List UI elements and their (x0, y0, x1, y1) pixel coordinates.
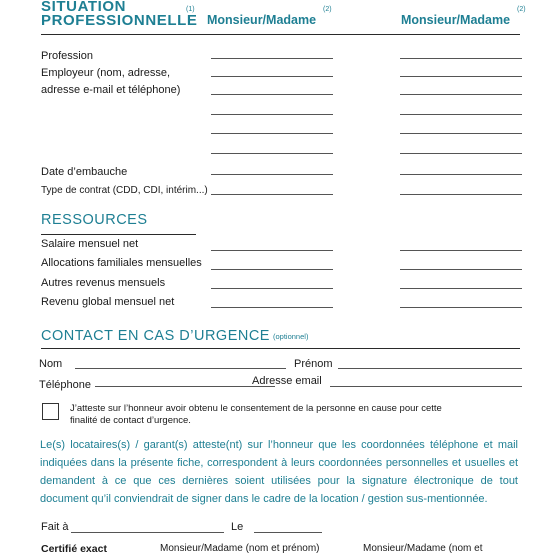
section-title-situation-line2: PROFESSIONNELLE (41, 12, 198, 29)
label-autres-revenus: Autres revenus mensuels (41, 277, 166, 289)
label-le: Le (231, 521, 244, 533)
consent-text-line1: J’atteste sur l’honneur avoir obtenu le consentement de la personne en cause pour cette (70, 403, 442, 414)
field-profession-2[interactable] (400, 58, 522, 59)
label-salaire: Salaire mensuel net (41, 238, 139, 250)
consent-text-line2: finalité de contact d’urgence. (70, 415, 191, 426)
section-title-ressources: RESSOURCES (41, 212, 148, 228)
label-type-contrat: Type de contrat (CDD, CDI, intérim...) (41, 185, 208, 196)
section-rule (41, 348, 520, 349)
field-le[interactable] (254, 532, 322, 533)
field-nom[interactable] (75, 368, 286, 369)
field-employeur-2[interactable] (400, 133, 522, 134)
column-header-2: Monsieur/Madame (401, 13, 511, 27)
field-employeur-2[interactable] (400, 114, 522, 115)
label-fait-a: Fait à (41, 521, 69, 533)
label-telephone: Téléphone (39, 379, 91, 391)
field-employeur-1[interactable] (211, 94, 333, 95)
field-employeur-2[interactable] (400, 153, 522, 154)
optional-note: (optionnel) (273, 332, 309, 341)
field-date-embauche-2[interactable] (400, 174, 522, 175)
section-title-contact: CONTACT EN CAS D’URGENCE (41, 328, 270, 344)
field-type-contrat-2[interactable] (400, 194, 522, 195)
field-adresse-email[interactable] (330, 386, 522, 387)
field-revenu-global-2[interactable] (400, 307, 522, 308)
field-fait-a[interactable] (71, 532, 224, 533)
section-title-situation-line1: SITUATION (41, 0, 127, 15)
field-allocations-2[interactable] (400, 269, 522, 270)
section-rule (41, 34, 520, 35)
field-telephone[interactable] (95, 386, 275, 387)
consent-checkbox[interactable] (42, 403, 59, 420)
label-allocations: Allocations familiales mensuelles (41, 257, 202, 269)
field-revenu-global-1[interactable] (211, 307, 333, 308)
field-type-contrat-1[interactable] (211, 194, 333, 195)
label-signature-1: Monsieur/Madame (nom et prénom) (160, 543, 320, 554)
label-employeur-line2: adresse e-mail et téléphone) (41, 84, 181, 96)
label-employeur-line1: Employeur (nom, adresse, (41, 67, 170, 79)
field-employeur-2[interactable] (400, 76, 522, 77)
label-profession: Profession (41, 50, 93, 62)
field-autres-revenus-1[interactable] (211, 288, 333, 289)
footnote-marker: (1) (186, 6, 195, 13)
label-certifie-exact: Certifié exact (41, 543, 107, 555)
field-employeur-1[interactable] (211, 153, 333, 154)
field-date-embauche-1[interactable] (211, 174, 333, 175)
field-salaire-1[interactable] (211, 250, 333, 251)
field-salaire-2[interactable] (400, 250, 522, 251)
label-revenu-global: Revenu global mensuel net (41, 296, 175, 308)
field-prenom[interactable] (338, 368, 522, 369)
field-allocations-1[interactable] (211, 269, 333, 270)
label-nom: Nom (39, 358, 63, 370)
label-date-embauche: Date d’embauche (41, 166, 128, 178)
label-prenom: Prénom (294, 358, 333, 370)
field-autres-revenus-2[interactable] (400, 288, 522, 289)
field-employeur-1[interactable] (211, 133, 333, 134)
field-profession-1[interactable] (211, 58, 333, 59)
footnote-marker: (2) (517, 6, 526, 13)
column-header-1: Monsieur/Madame (207, 13, 317, 27)
label-adresse-email: Adresse email (252, 375, 322, 387)
field-employeur-1[interactable] (211, 76, 333, 77)
label-signature-2: Monsieur/Madame (nom et (363, 543, 483, 554)
field-employeur-2[interactable] (400, 94, 522, 95)
footnote-marker: (2) (323, 6, 332, 13)
section-rule (41, 234, 196, 235)
field-employeur-1[interactable] (211, 114, 333, 115)
declaration-paragraph: Le(s) locataires(s) / garant(s) atteste(nt) sur l’honneur que les coordonnées téléphone et mail indiquées dans la présente fiche, correspondent à leurs coordonnées personnelles et usuelles et demandent à ce que ces dernières soient utilisées pour la signature électronique de tout document qu’il conviendrait de signer dans le cadre de la location / gestion sus-mentionnée. (40, 439, 518, 505)
